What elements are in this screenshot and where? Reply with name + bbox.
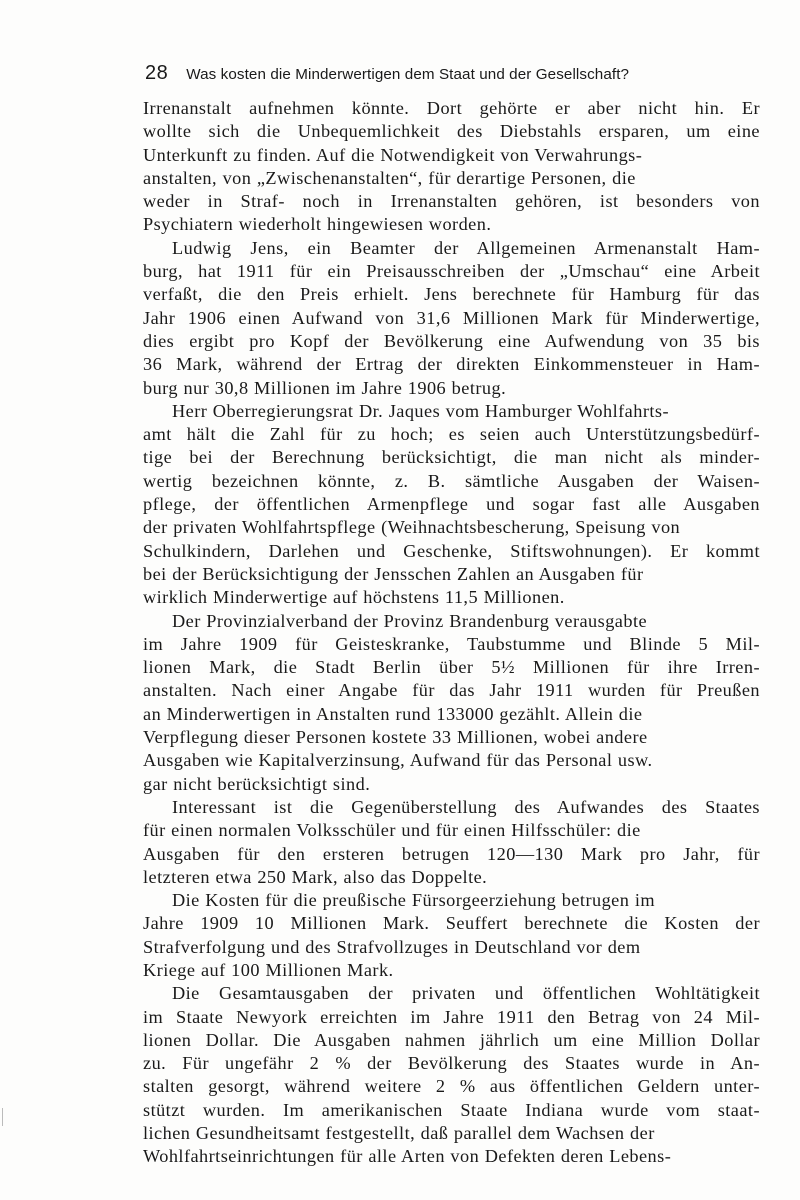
text-line: 36 Mark, während der Ertrag der direkten Einkommensteuer in Ham- [143, 354, 760, 375]
text-line: Der Provinzialverband der Provinz Brandenburg verausgabte [172, 610, 648, 631]
page-number: 28 [145, 62, 169, 84]
text-line: verfaßt, die den Preis erhielt. Jens berechnete für Hamburg für das [143, 284, 760, 305]
text-line: Jahre 1909 10 Millionen Mark. Seuffert berechnete die Kosten der [143, 913, 760, 934]
body-text [143, 97, 760, 1169]
text-line: wollte sich die Unbequemlichkeit des Diebstahls ersparen, um eine [143, 121, 760, 142]
text-line: Die Kosten für die preußische Fürsorgeerziehung betrugen im [172, 890, 656, 911]
running-title: Was kosten die Minderwertigen dem Staat und der Gesellschaft? [186, 66, 630, 83]
text-line: im Jahre 1909 für Geisteskranke, Taubstumme und Blinde 5 Mil- [143, 633, 760, 654]
text-line: lionen Dollar. Die Ausgaben nahmen jährlich um eine Million Dollar [143, 1029, 760, 1050]
text-line: lichen Gesundheitsamt festgestellt, daß parallel dem Wachsen der [143, 1123, 655, 1144]
text-line: anstalten, von „Zwischenanstalten“, für derartige Personen, die [143, 167, 636, 188]
text-line: anstalten. Nach einer Angabe für das Jahr 1911 wurden für Preußen [143, 680, 760, 701]
text-line: stalten gesorgt, während weitere 2 % aus öffentlichen Geldern unter- [143, 1076, 760, 1097]
text-line: Ausgaben wie Kapitalverzinsung, Aufwand für das Personal usw. [143, 750, 653, 771]
text-line: amt hält die Zahl für zu hoch; es seien auch Unterstützungsbedürf- [143, 424, 760, 445]
text-line: für einen normalen Volksschüler und für einen Hilfsschüler: die [143, 820, 641, 841]
text-line: Interessant ist die Gegenüberstellung des Aufwandes des Staates [172, 796, 760, 817]
text-line: Ludwig Jens, ein Beamter der Allgemeinen Armenanstalt Ham- [172, 237, 760, 258]
text-line: Strafverfolgung und des Strafvollzuges in Deutschland vor dem [143, 936, 641, 957]
text-line: wertig bezeichnen könnte, z. B. sämtliche Ausgaben der Waisen- [143, 470, 760, 491]
page-edge-mark [2, 1108, 6, 1126]
text-line: Jahr 1906 einen Aufwand von 31,6 Millionen Mark für Minderwertige, [143, 307, 760, 328]
text-line: Ausgaben für den ersteren betrugen 120—130 Mark pro Jahr, für [143, 843, 760, 864]
page-header [145, 62, 745, 92]
text-line: Schulkindern, Darlehen und Geschenke, Stiftswohnungen). Er kommt [143, 540, 760, 561]
text-line: der privaten Wohlfahrtspflege (Weihnachtsbescherung, Speisung von [143, 517, 681, 538]
text-line: Irrenanstalt aufnehmen könnte. Dort gehörte er aber nicht hin. Er [143, 98, 760, 118]
text-line: Unterkunft zu finden. Auf die Notwendigkeit von Verwahrungs- [143, 144, 643, 165]
text-line: Wohlfahrtseinrichtungen für alle Arten von Defekten deren Lebens- [143, 1146, 672, 1167]
text-line: tige bei der Berechnung berücksichtigt, die man nicht als minder- [143, 447, 760, 468]
text-line: Verpflegung dieser Personen kostete 33 Millionen, wobei andere [143, 727, 648, 748]
text-line: zu. Für ungefähr 2 % der Bevölkerung des Staates wurde in An- [143, 1053, 760, 1074]
text-line: Kriege auf 100 Millionen Mark. [143, 959, 394, 980]
text-line: burg nur 30,8 Millionen im Jahre 1906 betrug. [143, 377, 507, 398]
text-line: gar nicht berücksichtigt sind. [143, 773, 371, 794]
text-line: Die Gesamtausgaben der privaten und öffentlichen Wohltätigkeit [172, 983, 760, 1004]
text-line: letzteren etwa 250 Mark, also das Doppelte. [143, 866, 488, 887]
text-line: Psychiatern wiederholt hingewiesen worden. [143, 214, 492, 235]
text-line: Herr Oberregierungsrat Dr. Jaques vom Hamburger Wohlfahrts- [172, 400, 669, 421]
text-line: stützt wurden. Im amerikanischen Staate Indiana wurde vom staat- [143, 1099, 760, 1120]
text-line: pflege, der öffentlichen Armenpflege und sogar fast alle Ausgaben [143, 494, 760, 515]
text-line: dies ergibt pro Kopf der Bevölkerung eine Aufwendung von 35 bis [143, 330, 760, 351]
text-line: bei der Berücksichtigung der Jensschen Zahlen an Ausgaben für [143, 563, 644, 584]
text-line: wirklich Minderwertige auf höchstens 11,5 Millionen. [143, 587, 565, 608]
text-line: weder in Straf- noch in Irrenanstalten gehören, ist besonders von [143, 191, 760, 212]
text-line: burg, hat 1911 für ein Preisausschreiben der „Umschau“ eine Arbeit [143, 261, 760, 282]
text-line: lionen Mark, die Stadt Berlin über 5½ Millionen für ihre Irren- [143, 657, 760, 678]
text-line: an Minderwertigen in Anstalten rund 133000 gezählt. Allein die [143, 703, 643, 724]
text-line: im Staate Newyork erreichten im Jahre 1911 den Betrag von 24 Mil- [143, 1006, 760, 1027]
